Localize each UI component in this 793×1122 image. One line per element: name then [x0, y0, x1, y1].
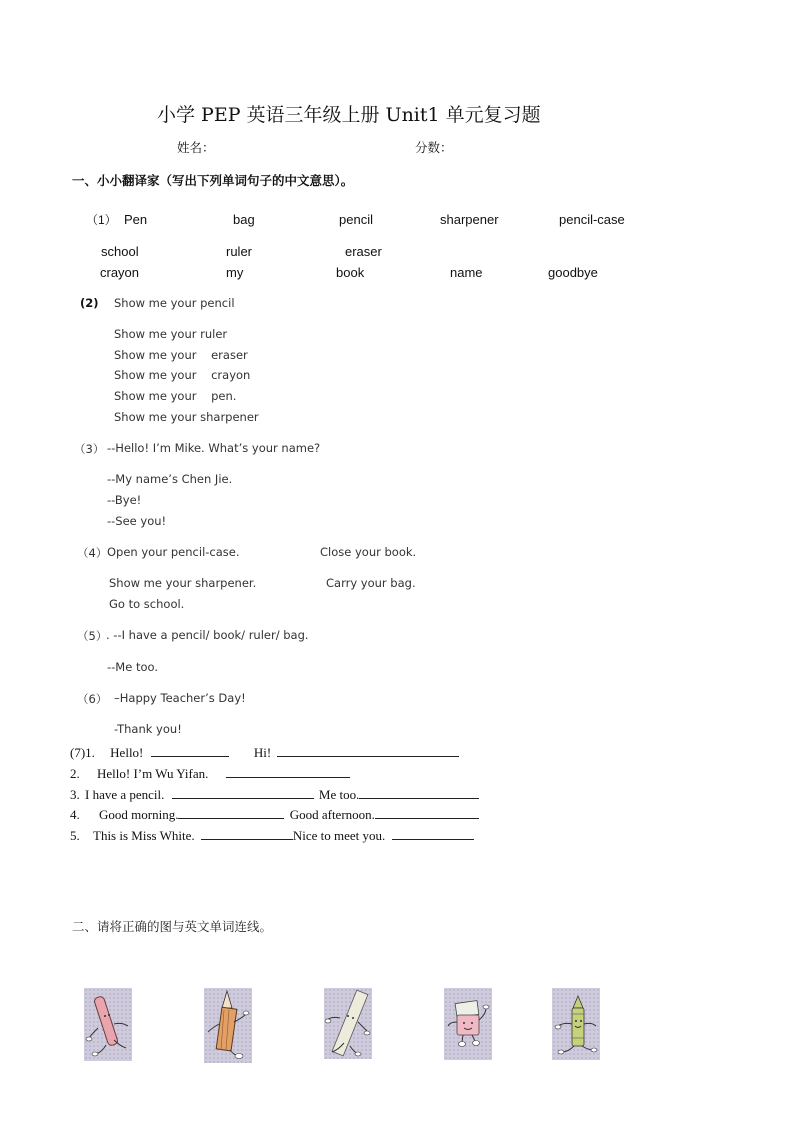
part7-row-2 — [70, 766, 350, 782]
picture-pen[interactable] — [84, 988, 132, 1061]
dialogue-line: –Happy Teacher’s Day! — [114, 691, 246, 705]
item-number: 3. — [70, 787, 80, 802]
prompt-text: Me too. — [318, 787, 360, 802]
vocab-word: Pen — [124, 212, 148, 227]
answer-blank[interactable] — [226, 766, 350, 778]
prompt-text: Hello! I’m Wu Yifan. — [97, 766, 209, 781]
answer-blank[interactable] — [178, 807, 284, 819]
item-number: (7)1. — [70, 745, 95, 760]
sentence: Show me your sharpener. — [109, 576, 257, 590]
item-number: 2. — [70, 766, 80, 781]
dialogue-line: --My name’s Chen Jie. — [107, 472, 233, 486]
vocab-word: sharpener — [440, 212, 499, 227]
answer-blank[interactable] — [392, 828, 474, 840]
picture-crayon[interactable] — [552, 988, 600, 1060]
vocab-word: eraser — [345, 244, 382, 259]
part3-label: （3） — [74, 442, 105, 456]
prompt-text: This is Miss White. — [93, 828, 195, 843]
sentence: Show me your ruler — [114, 327, 228, 341]
vocab-word: pencil — [339, 212, 373, 227]
vocab-word: pencil-case — [559, 212, 625, 227]
section1-heading: 一、小小翻译家（写出下列单词句子的中文意思）。 — [72, 173, 354, 188]
dialogue-line: --Hello! I’m Mike. What’s your name? — [107, 441, 321, 455]
crayon-character-icon — [552, 988, 600, 1060]
dialogue-line: --Bye! — [107, 493, 142, 507]
dialogue-line: --Me too. — [107, 660, 158, 674]
pen-character-icon — [84, 988, 132, 1061]
answer-blank[interactable] — [201, 828, 293, 840]
vocab-word: book — [336, 265, 365, 280]
prompt-text: I have a pencil. — [85, 787, 165, 802]
sentence: Carry your bag. — [326, 576, 416, 590]
prompt-text: Good afternoon. — [289, 807, 375, 822]
pencil-character-icon — [204, 988, 252, 1063]
vocab-word: bag — [233, 212, 255, 227]
dialogue-line: --See you! — [107, 514, 167, 528]
prompt-text: Good morning. — [99, 807, 179, 822]
part2-label: (2) — [80, 296, 99, 310]
part7-row-4 — [70, 807, 479, 823]
part7-row-5 — [70, 828, 474, 844]
prompt-text: Nice to meet you. — [292, 828, 386, 843]
prompt-text: Hi! — [253, 745, 272, 760]
ruler-character-icon — [324, 988, 372, 1059]
item-number: 4. — [70, 807, 80, 822]
item-number: 5. — [70, 828, 80, 843]
part7-row-1 — [70, 745, 459, 761]
prompt-text: Hello! — [110, 745, 144, 760]
vocab-word: name — [450, 265, 483, 280]
eraser-character-icon — [444, 988, 492, 1060]
part4-label: （4） — [77, 546, 108, 560]
part5-label: （5） — [77, 629, 108, 643]
part6-label: （6） — [77, 692, 108, 706]
sentence: Close your book. — [320, 545, 417, 559]
vocab-word: my — [226, 265, 244, 280]
sentence: Show me your crayon — [114, 368, 251, 382]
answer-blank[interactable] — [172, 787, 314, 799]
name-label: 姓名： — [177, 140, 215, 155]
answer-blank[interactable] — [151, 745, 229, 757]
part7-row-3 — [70, 787, 479, 803]
answer-blank[interactable] — [359, 787, 479, 799]
picture-pencil[interactable] — [204, 988, 252, 1063]
sentence: Show me your sharpener — [114, 410, 259, 424]
picture-ruler[interactable] — [324, 988, 372, 1059]
picture-eraser[interactable] — [444, 988, 492, 1060]
sentence: Go to school. — [109, 597, 185, 611]
vocab-word: goodbye — [548, 265, 598, 280]
document-title: 小学 PEP 英语三年级上册 Unit1 单元复习题 — [157, 104, 541, 126]
sentence: Show me your pen. — [114, 389, 237, 403]
answer-blank[interactable] — [375, 807, 479, 819]
sentence: Open your pencil-case. — [107, 545, 240, 559]
vocab-word: crayon — [100, 265, 140, 280]
vocab-word: school — [101, 244, 139, 259]
answer-blank[interactable] — [277, 745, 459, 757]
section2-heading: 二、请将正确的图与英文单词连线。 — [72, 919, 273, 934]
sentence: Show me your eraser — [114, 348, 248, 362]
score-label: 分数： — [415, 140, 453, 155]
dialogue-line: . --I have a pencil/ book/ ruler/ bag. — [106, 628, 309, 642]
dialogue-line: -Thank you! — [114, 722, 182, 736]
sentence: Show me your pencil — [114, 296, 235, 310]
part1-label: （1） — [86, 213, 117, 227]
vocab-word: ruler — [226, 244, 253, 259]
